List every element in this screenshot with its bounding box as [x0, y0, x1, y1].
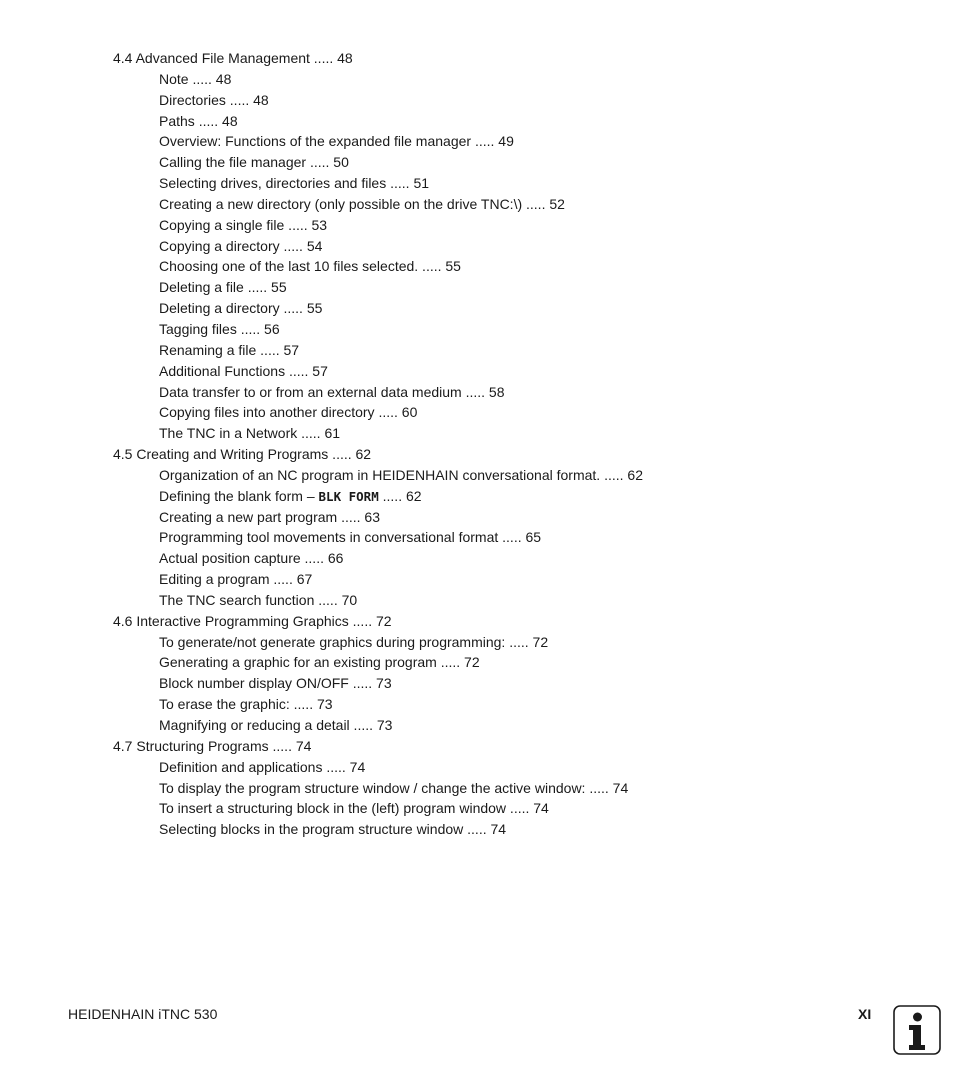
- toc-entry-code: BLK FORM: [318, 488, 379, 504]
- toc-subentry: [0, 173, 954, 194]
- toc-subentry: [0, 423, 954, 444]
- toc-entry-text: Magnifying or reducing a detail ..... 73: [159, 717, 393, 733]
- toc-subentry: [0, 778, 954, 799]
- toc-entry-text: Additional Functions ..... 57: [159, 362, 328, 379]
- toc-section-entry: [0, 444, 954, 465]
- toc-entry-text: 4.4 Advanced File Management ..... 48: [113, 50, 353, 66]
- table-of-contents: [0, 48, 954, 840]
- toc-entry-text: Generating a graphic for an existing program ..... 72: [159, 654, 480, 671]
- toc-subentry: [0, 90, 954, 111]
- toc-entry-text: Note ..... 48: [159, 70, 232, 87]
- toc-entry-text: Definition and applications ..... 74: [159, 758, 366, 775]
- toc-subentry: [0, 298, 954, 319]
- toc-entry-text: 4.7 Structuring Programs ..... 74: [113, 737, 312, 754]
- toc-entry-text: Creating a new directory (only possible on the drive TNC:\) ..... 52: [159, 195, 565, 212]
- toc-entry-text: 4.6 Interactive Programming Graphics ..... 72: [113, 612, 392, 629]
- toc-subentry: [0, 590, 954, 611]
- toc-subentry: [0, 715, 954, 736]
- toc-subentry: [0, 465, 954, 486]
- toc-entry-text: The TNC in a Network ..... 61: [159, 425, 341, 442]
- toc-subentry: [0, 402, 954, 423]
- toc-subentry: [0, 152, 954, 173]
- toc-entry-text: Deleting a directory ..... 55: [159, 300, 323, 317]
- toc-entry-page-ref: ..... 62: [378, 487, 422, 504]
- toc-entry-text: Copying a single file ..... 53: [159, 216, 328, 233]
- toc-entry-text: Renaming a file ..... 57: [159, 341, 300, 358]
- page-number: XI: [858, 1006, 872, 1022]
- toc-entry-text: To insert a structuring block in the (left) program window ..... 74: [159, 800, 549, 817]
- toc-entry-text: Actual position capture ..... 66: [159, 550, 344, 567]
- toc-entry-text: To generate/not generate graphics during programming: ..... 72: [159, 633, 549, 650]
- toc-subentry: [0, 194, 954, 215]
- toc-entry-text: Copying files into another directory ..... 60: [159, 404, 418, 421]
- toc-entry-text: Selecting drives, directories and files ..... 51: [159, 175, 430, 192]
- toc-entry-text: Directories ..... 48: [159, 91, 269, 108]
- toc-subentry: [0, 382, 954, 403]
- toc-section-entry: [0, 48, 954, 69]
- toc-subentry: [0, 215, 954, 236]
- toc-entry-text: Deleting a file ..... 55: [159, 279, 287, 296]
- toc-section-entry: [0, 736, 954, 757]
- toc-subentry: [0, 757, 954, 778]
- toc-subentry: [0, 652, 954, 673]
- toc-entry-text: Block number display ON/OFF ..... 73: [159, 675, 392, 692]
- toc-entry-text: Copying a directory ..... 54: [159, 237, 323, 254]
- toc-entry-text: The TNC search function ..... 70: [159, 591, 358, 608]
- toc-entry-text: To display the program structure window / change the active window: ..... 74: [159, 779, 629, 796]
- toc-subentry: [0, 486, 954, 507]
- toc-entry-text: Calling the file manager ..... 50: [159, 154, 349, 171]
- toc-subentry: [0, 798, 954, 819]
- toc-entry-text: Defining the blank form –: [159, 487, 319, 504]
- toc-subentry: [0, 673, 954, 694]
- toc-subentry: [0, 361, 954, 382]
- toc-subentry: [0, 256, 954, 277]
- toc-entry-text: Paths ..... 48: [159, 112, 238, 129]
- toc-entry-text: 4.5 Creating and Writing Programs ..... 62: [113, 446, 372, 463]
- toc-subentry: [0, 527, 954, 548]
- toc-subentry: [0, 548, 954, 569]
- toc-subentry: [0, 819, 954, 840]
- toc-entry-text: Selecting blocks in the program structure window ..... 74: [159, 821, 507, 838]
- info-icon: [893, 1005, 941, 1055]
- toc-subentry: [0, 319, 954, 340]
- toc-subentry: [0, 236, 954, 257]
- toc-subentry: [0, 340, 954, 361]
- toc-entry-text: Editing a program ..... 67: [159, 571, 313, 588]
- toc-section-entry: [0, 611, 954, 632]
- toc-entry-text: Choosing one of the last 10 files selected. ..... 55: [159, 258, 461, 275]
- toc-entry-text: Programming tool movements in conversational format ..... 65: [159, 529, 542, 546]
- toc-subentry: [0, 69, 954, 90]
- toc-subentry: [0, 111, 954, 132]
- toc-subentry: [0, 277, 954, 298]
- toc-subentry: [0, 131, 954, 152]
- footer-brand: HEIDENHAIN iTNC 530: [68, 1006, 218, 1022]
- toc-subentry: [0, 569, 954, 590]
- toc-entry-text: To erase the graphic: ..... 73: [159, 696, 333, 713]
- toc-entry-text: Overview: Functions of the expanded file manager ..... 49: [159, 133, 514, 150]
- toc-entry-text: Creating a new part program ..... 63: [159, 508, 380, 525]
- toc-subentry: [0, 694, 954, 715]
- toc-subentry: [0, 632, 954, 653]
- toc-subentry: [0, 507, 954, 528]
- toc-entry-text: Data transfer to or from an external data medium ..... 58: [159, 383, 505, 400]
- toc-entry-text: Tagging files ..... 56: [159, 320, 280, 337]
- toc-entry-text: Organization of an NC program in HEIDENHAIN conversational format. ..... 62: [159, 466, 643, 483]
